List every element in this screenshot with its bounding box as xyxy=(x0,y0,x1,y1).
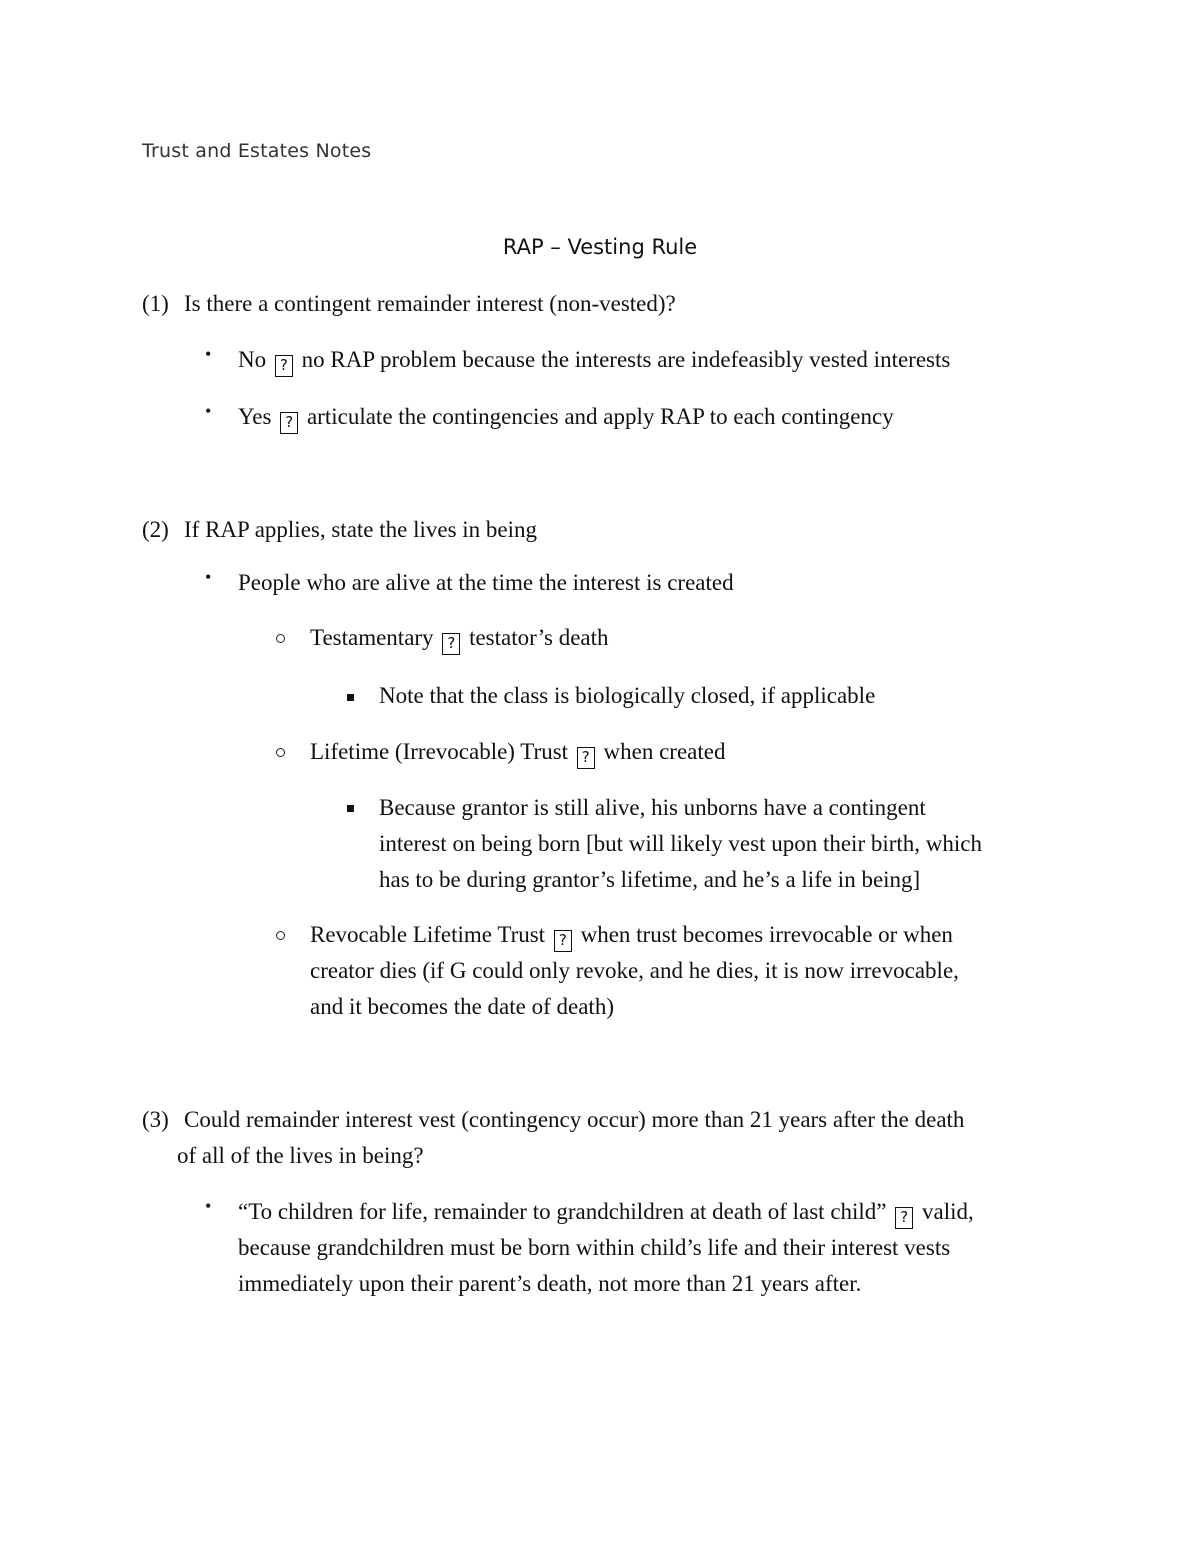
list-item: Note that the class is biologically closed, if applicable xyxy=(379,683,876,708)
section-3-heading xyxy=(142,1102,964,1138)
section-2-heading xyxy=(142,512,537,548)
square-bullet-icon xyxy=(347,805,354,812)
circle-bullet-icon xyxy=(276,931,285,940)
list-item-line: has to be during grantor’s lifetime, and he’s a life in being] xyxy=(379,867,921,892)
list-item-line: immediately upon their parent’s death, not more than 21 years after. xyxy=(238,1271,862,1296)
section-number: (3) xyxy=(142,1107,169,1132)
item-text: No xyxy=(238,347,267,372)
list-item xyxy=(310,734,725,770)
list-item xyxy=(310,917,953,953)
list-item-line: creator dies (if G could only revoke, and he dies, it is now irrevocable, xyxy=(310,958,959,983)
list-item-line: because grandchildren must be born within child’s life and their interest vests xyxy=(238,1235,951,1260)
bullet-icon: • xyxy=(205,1196,212,1216)
page-title: RAP – Vesting Rule xyxy=(502,235,698,259)
section-number: (1) xyxy=(142,291,169,316)
section-number: (2) xyxy=(142,517,169,542)
item-text: Lifetime (Irrevocable) Trust xyxy=(310,739,569,764)
list-item-line: interest on being born [but will likely vest upon their birth, which xyxy=(379,831,983,856)
bullet-icon: • xyxy=(205,344,212,364)
item-text: Revocable Lifetime Trust xyxy=(310,922,546,947)
document-header: Trust and Estates Notes xyxy=(142,140,372,162)
item-text: no RAP problem because the interests are indefeasibly vested interests xyxy=(301,347,951,372)
section-heading-text: Is there a contingent remainder interest (non-vested)? xyxy=(184,291,676,316)
circle-bullet-icon xyxy=(276,634,285,643)
bullet-icon: • xyxy=(205,567,212,587)
unknown-glyph-icon: ? xyxy=(442,633,460,655)
item-text: when trust becomes irrevocable or when xyxy=(580,922,953,947)
unknown-glyph-icon: ? xyxy=(895,1207,913,1229)
unknown-glyph-icon: ? xyxy=(280,412,298,434)
item-text: when created xyxy=(603,739,726,764)
item-text: valid, xyxy=(922,1199,974,1224)
item-text: articulate the contingencies and apply RAP to each contingency xyxy=(306,404,894,429)
unknown-glyph-icon: ? xyxy=(554,930,572,952)
unknown-glyph-icon: ? xyxy=(577,747,595,769)
square-bullet-icon xyxy=(347,694,354,701)
list-item xyxy=(238,1194,974,1230)
list-item-line: Because grantor is still alive, his unborns have a contingent xyxy=(379,795,926,820)
list-item xyxy=(310,620,609,656)
list-item xyxy=(238,399,894,435)
circle-bullet-icon xyxy=(276,748,285,757)
list-item xyxy=(238,342,950,378)
list-item-line: and it becomes the date of death) xyxy=(310,994,614,1019)
unknown-glyph-icon: ? xyxy=(275,355,293,377)
item-text: “To children for life, remainder to grandchildren at death of last child” xyxy=(238,1199,887,1224)
section-heading-line: of all of the lives in being? xyxy=(177,1143,424,1168)
item-text: testator’s death xyxy=(469,625,609,650)
list-item: People who are alive at the time the interest is created xyxy=(238,570,734,595)
section-1-heading xyxy=(142,286,676,322)
section-heading-text: If RAP applies, state the lives in being xyxy=(184,517,538,542)
bullet-icon: • xyxy=(205,401,212,421)
item-text: Yes xyxy=(238,404,272,429)
item-text: Testamentary xyxy=(310,625,434,650)
section-heading-text: Could remainder interest vest (contingency occur) more than 21 years after the death xyxy=(184,1107,965,1132)
